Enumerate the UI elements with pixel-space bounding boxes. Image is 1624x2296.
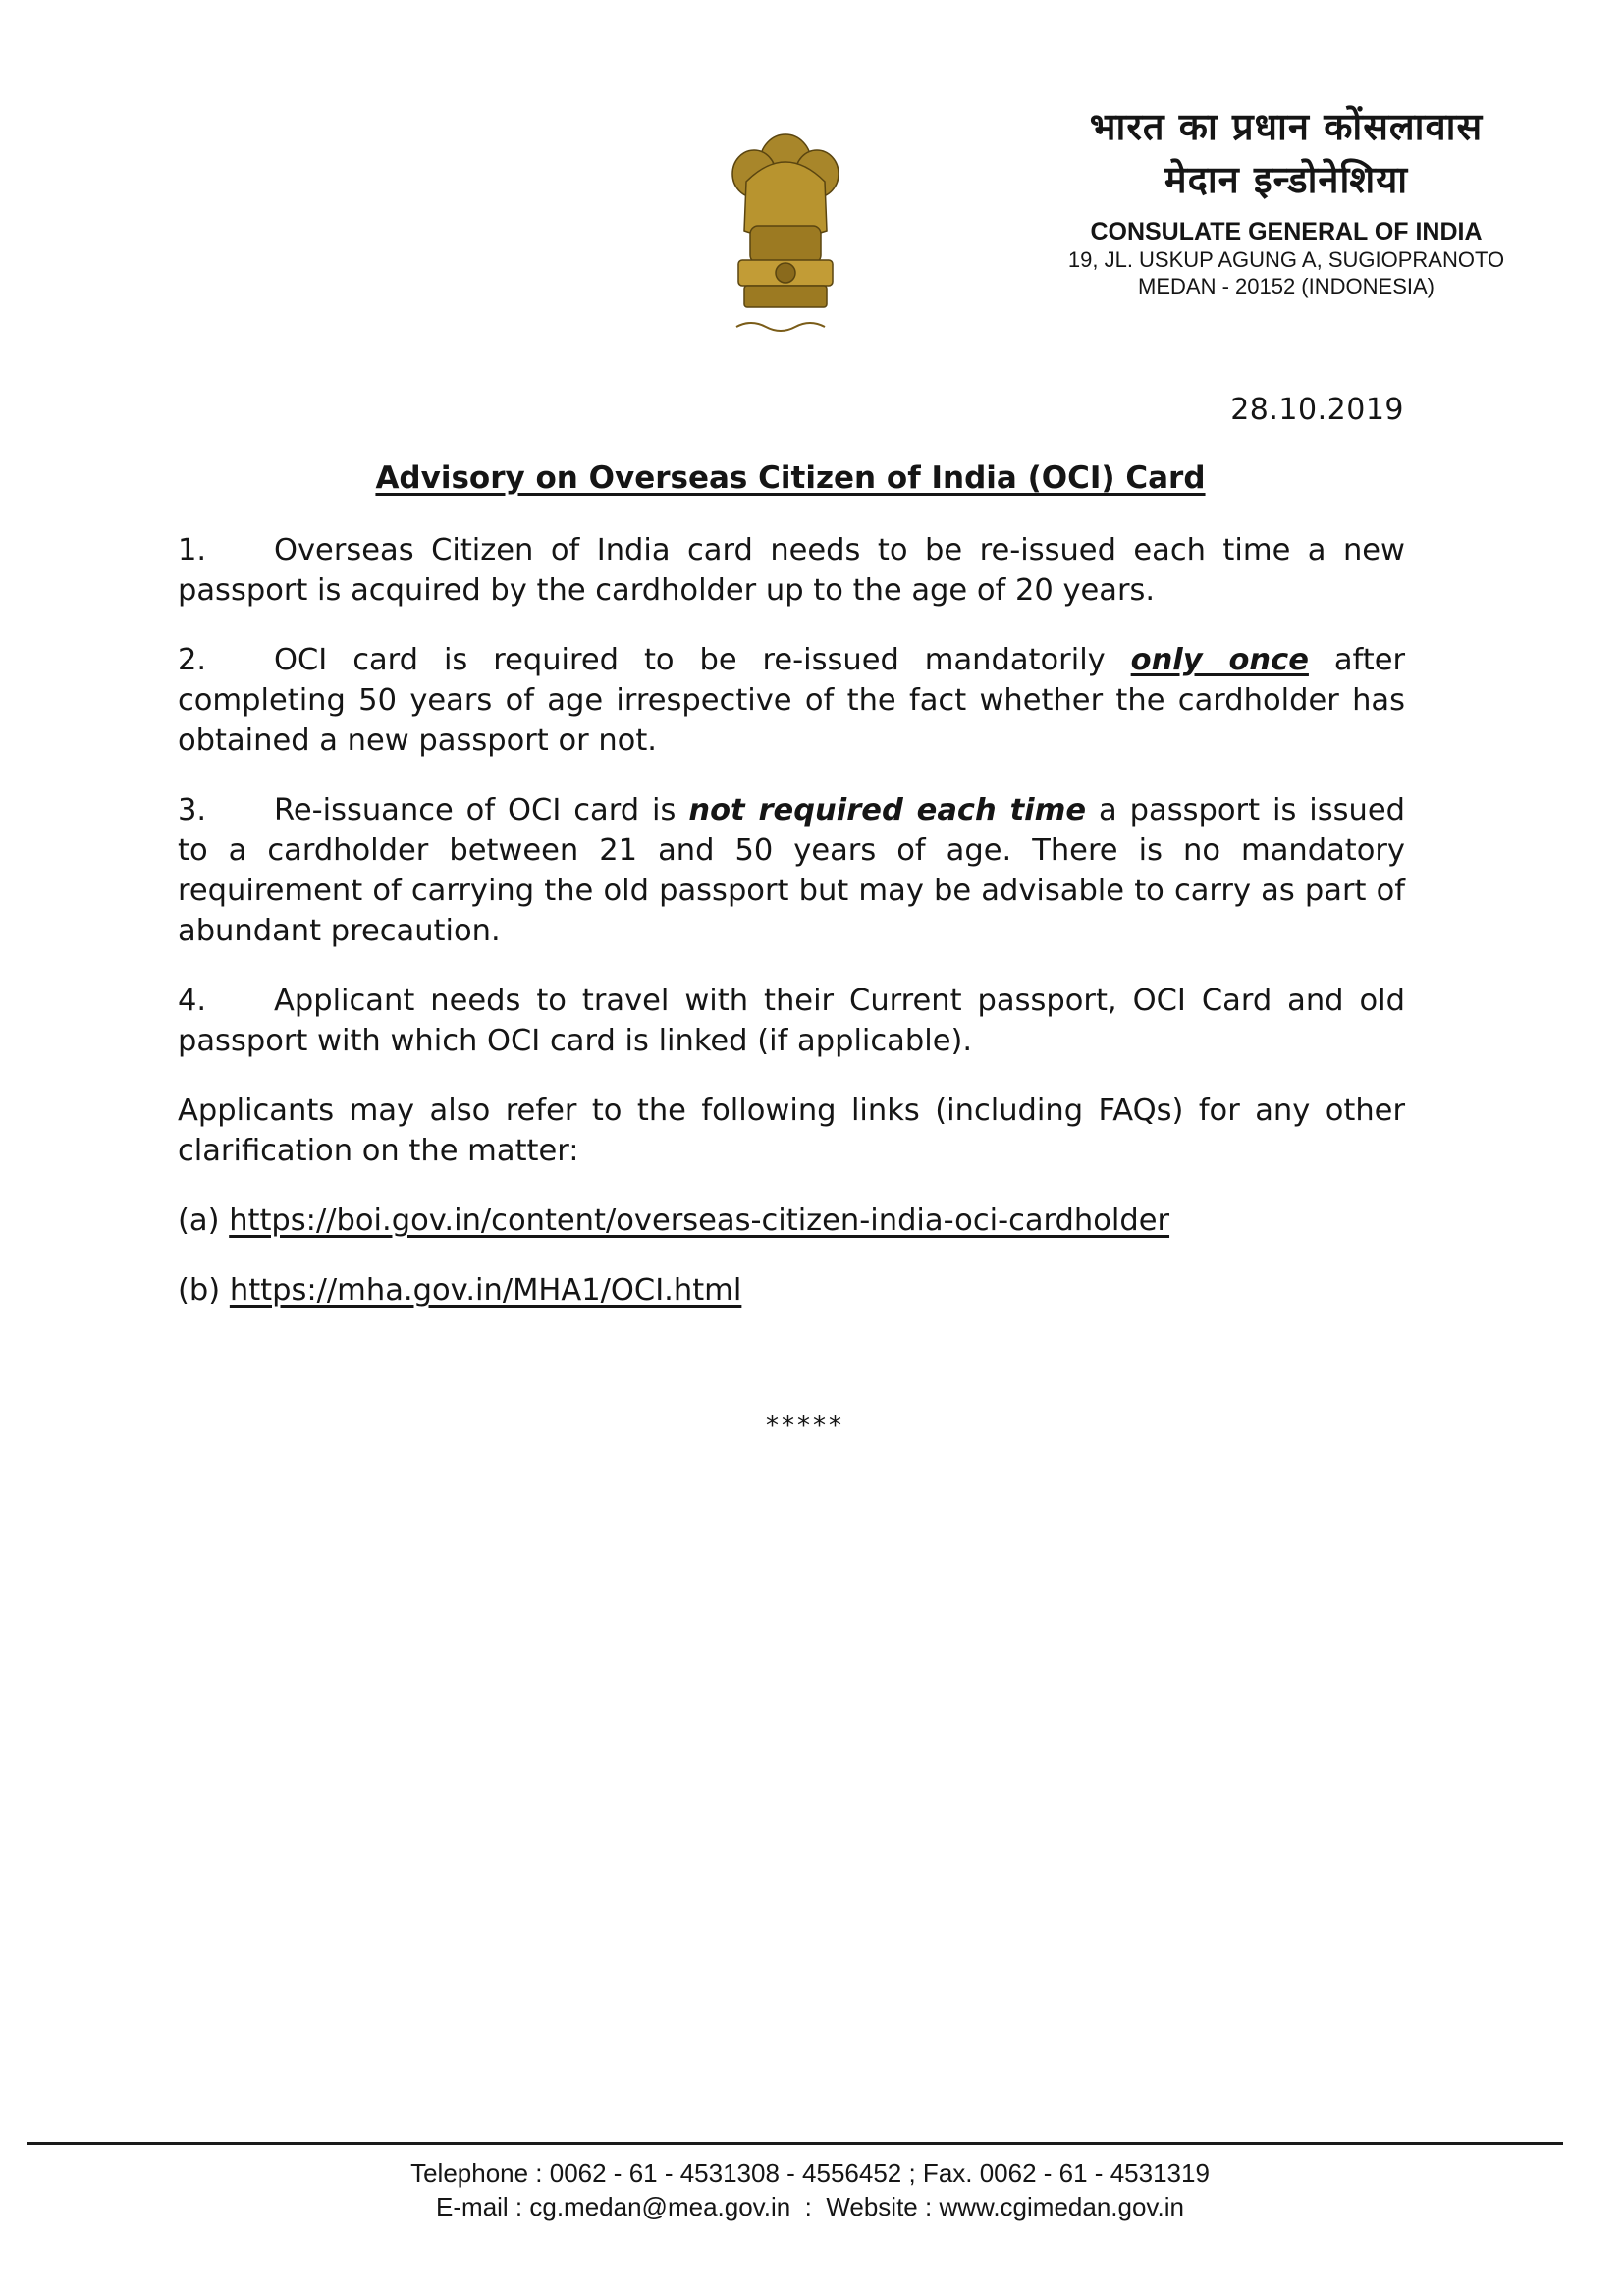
paragraph-text: after completing 50 years of age irrespective of the fact whether the cardholder has obtained a new passport or not. [178, 643, 1405, 758]
state-emblem-icon [717, 123, 854, 344]
paragraph-number: 2. [178, 643, 207, 677]
link-prefix: (a) [178, 1203, 230, 1238]
footer-divider [27, 2142, 1563, 2145]
letterhead [1011, 103, 1561, 299]
boi-oci-link[interactable]: https://boi.gov.in/content/overseas-citizen-india-oci-cardholder [229, 1203, 1170, 1238]
paragraph-4 [178, 981, 1405, 1061]
hindi-city-name: मेदान इन्डोनेशिया [1164, 158, 1409, 201]
hindi-office-name: भारत का प्रधान कोंसलावास [1089, 105, 1484, 148]
paragraph-text: OCI card is required to be re-issued mandatorily [274, 643, 1131, 677]
emphasis-not-required: not required each time [688, 793, 1087, 828]
document-title: Advisory on Overseas Citizen of India (OCI) Card [375, 460, 1206, 496]
office-name: CONSULATE GENERAL OF INDIA [1090, 218, 1483, 245]
footer-email-website-line: E-mail : cg.medan@mea.gov.in : Website : www.cgimedan.gov.in [436, 2192, 1184, 2221]
emphasis-only-once: only once [1130, 643, 1309, 677]
end-marker: ***** [766, 1412, 844, 1441]
link-item-b [178, 1270, 1405, 1310]
link-item-a [178, 1201, 1405, 1241]
footer [196, 2157, 1424, 2223]
paragraph-text: a passport is issued to a cardholder between 21 and 50 years of age. There is no mandatory requirement of carrying the old passport but may be advisable to carry as part of abundant precaution. [178, 793, 1406, 948]
mha-oci-link[interactable]: https://mha.gov.in/MHA1/OCI.html [229, 1273, 742, 1308]
paragraph-text: Re-issuance of OCI card is [274, 793, 689, 828]
address-line-1: 19, JL. USKUP AGUNG A, SUGIOPRANOTO [1067, 247, 1505, 272]
paragraph-text: Overseas Citizen of India card needs to be re-issued each time a new passport is acquired by the cardholder up to the age of 20 years. [178, 533, 1405, 608]
footer-contact-line: Telephone : 0062 - 61 - 4531308 - 4556452 ; Fax. 0062 - 61 - 4531319 [410, 2159, 1210, 2188]
paragraph-text: Applicant needs to travel with their Current passport, OCI Card and old passport with which OCI card is linked (if applicable). [178, 984, 1405, 1058]
paragraph-1 [178, 530, 1405, 611]
paragraph-number: 3. [178, 793, 207, 828]
paragraph-2 [178, 640, 1405, 761]
address-line-2: MEDAN - 20152 (INDONESIA) [1138, 274, 1435, 298]
paragraph-3 [178, 790, 1405, 951]
link-prefix: (b) [178, 1273, 230, 1308]
links-intro: Applicants may also refer to the following links (including FAQs) for any other clarification on the matter: [178, 1094, 1405, 1168]
document-date: 28.10.2019 [1230, 393, 1404, 427]
paragraph-number: 1. [178, 533, 207, 567]
paragraph-number: 4. [178, 984, 207, 1018]
document-body [178, 530, 1405, 1340]
